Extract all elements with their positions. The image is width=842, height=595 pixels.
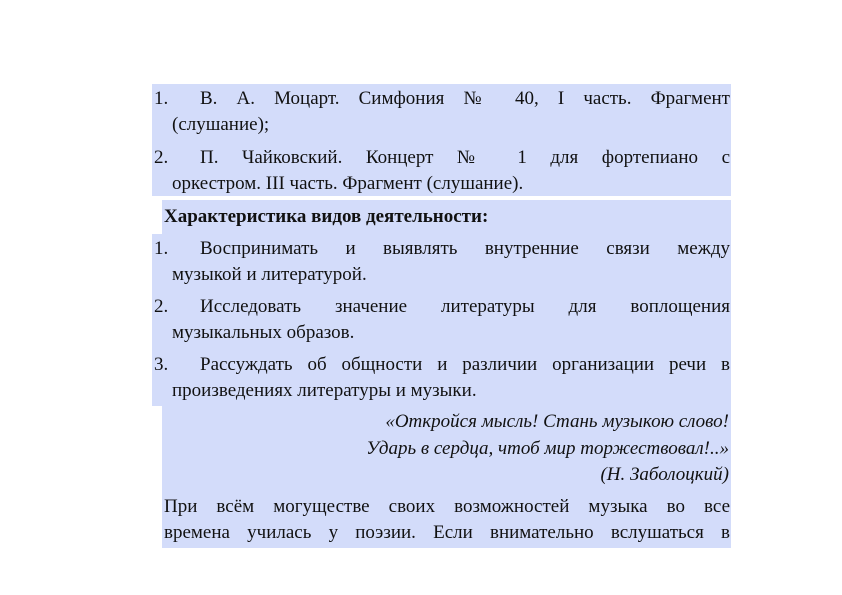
list-number: 2. xyxy=(154,147,169,168)
list-item-line: (слушание); xyxy=(172,114,270,135)
list-number: 2. xyxy=(154,296,169,317)
quote-author: (Н. Заболоцкий) xyxy=(600,464,729,485)
list-number: 3. xyxy=(154,354,169,375)
list-item-line: П. Чайковский. Концерт № 1 для фортепиано с xyxy=(200,147,730,168)
list-item-line: музыкальных образов. xyxy=(172,322,355,343)
paragraph-line: времена училась у поэзии. Если внимательно вслушаться в xyxy=(164,522,730,543)
list-item-line: Рассуждать об общности и различии организации речи в xyxy=(200,354,730,375)
list-item-line: произведениях литературы и музыки. xyxy=(172,380,477,401)
paragraph-line: При всём могуществе своих возможностей музыка во все xyxy=(164,496,730,517)
list-number: 1. xyxy=(154,238,169,259)
quote-line: «Откройся мысль! Стань музыкою слово! xyxy=(385,411,729,432)
list-item-line: В. А. Моцарт. Симфония № 40, I часть. Фрагмент xyxy=(200,88,730,109)
list-item-line: оркестром. III часть. Фрагмент (слушание). xyxy=(172,173,524,194)
section-heading: Характеристика видов деятельности: xyxy=(164,206,489,227)
list-item-line: Воспринимать и выявлять внутренние связи между xyxy=(200,238,730,259)
quote-line: Ударь в сердца, чтоб мир торжествовал!..» xyxy=(366,438,729,459)
list-number: 1. xyxy=(154,88,169,109)
list-item-line: музыкой и литературой. xyxy=(172,264,367,285)
list-item-line: Исследовать значение литературы для воплощения xyxy=(200,296,730,317)
